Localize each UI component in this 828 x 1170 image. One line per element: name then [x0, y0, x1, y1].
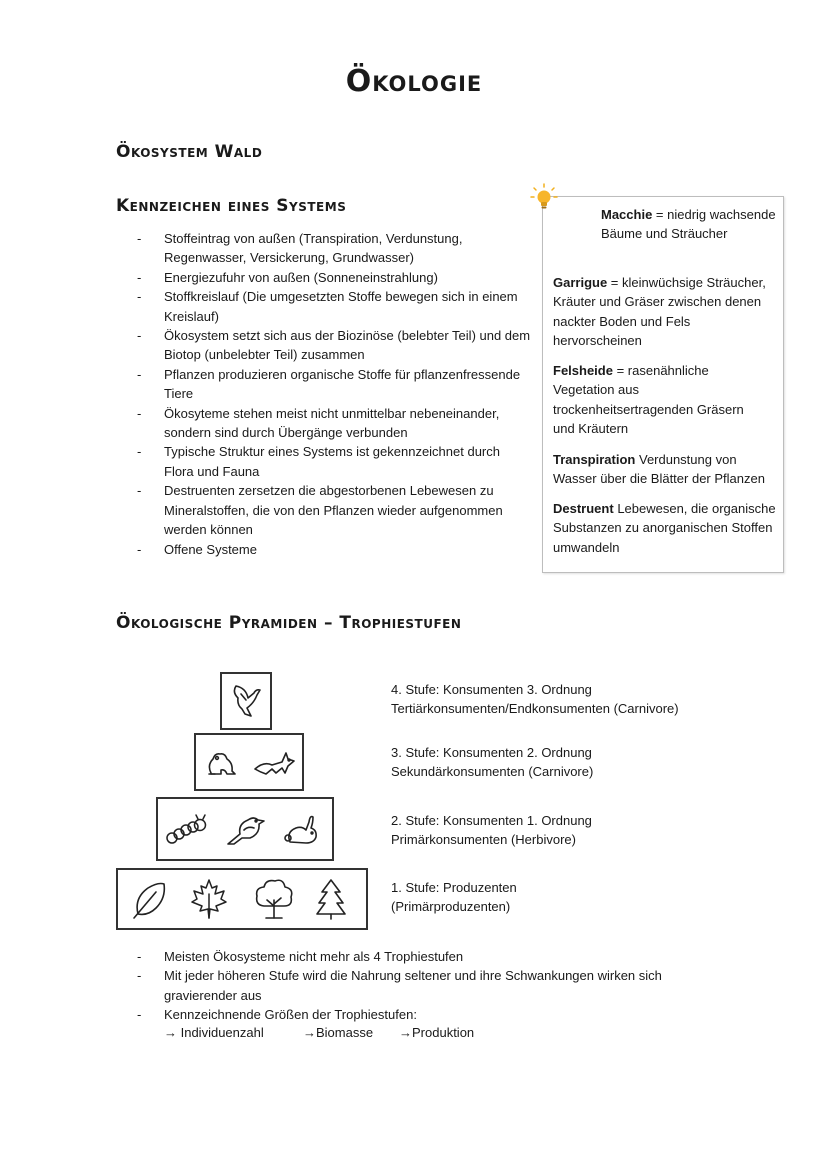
glossary-separator: = [607, 275, 623, 290]
heading-oekologische-pyramiden: Ökologische Pyramiden – Trophiestufen [116, 613, 462, 633]
kennzeichen-list [137, 229, 532, 559]
list-item: - Stoffkreislauf (Die umgesetzten Stoffe bewegen sich in einem Kreislauf) [137, 287, 532, 326]
list-item: - Pflanzen produzieren organische Stoffe für pflanzenfressende Tiere [137, 365, 532, 404]
stage-description: (Primärproduzenten) [391, 898, 511, 914]
stage-1-label [391, 879, 517, 916]
glossary-separator: = [612, 363, 628, 378]
glossary-entry-transpiration [553, 450, 781, 489]
size-produktion: →Produktion [399, 1025, 475, 1040]
glossary-entry-destruent [553, 499, 778, 557]
glossary-definition: Verdunstung von Wasser über die Blätter der Pflanzen [553, 452, 765, 487]
glossary-term: Felsheide [553, 363, 613, 378]
list-item: - Ökosyteme stehen meist nicht unmittelbar nebeneinander, sondern sind durch Übergänge verbunden [137, 404, 532, 443]
caterpillar-icon [164, 812, 210, 848]
list-item: - Stoffeintrag von außen (Transpiration, Verdunstung, Regenwasser, Versickerung, Grundwasser) [137, 229, 532, 268]
glossary-entry-macchie [601, 205, 781, 244]
frog-icon [203, 745, 239, 779]
list-item: - Mit jeder höheren Stufe wird die Nahrung seltener und ihre Schwankungen wirken sich gravierender aus [137, 966, 707, 1005]
glossary-separator: = [652, 207, 668, 222]
stage-description: Tertiärkonsumenten/Endkonsumenten (Carnivore) [391, 700, 679, 716]
list-item: - Ökosystem setzt sich aus der Biozinöse (belebter Teil) und dem Biotop (unbelebter Teil) zusammen [137, 326, 532, 365]
fir-tree-icon [312, 876, 350, 922]
stage-4-label [391, 681, 679, 718]
heading-kennzeichen: Kennzeichen eines Systems [116, 196, 347, 216]
list-item: - Meisten Ökosysteme nicht mehr als 4 Trophiestufen [137, 947, 707, 966]
leaf-icon [130, 878, 170, 922]
list-item: - Energiezufuhr von außen (Sonneneinstrahlung) [137, 268, 532, 287]
page-title: Ökologie [345, 64, 483, 99]
glossary-definition: kleinwüchsige Sträucher, Kräuter und Gräser zwischen denen nackter Boden und Fels hervorscheinen [553, 275, 766, 349]
bird-icon [224, 810, 268, 850]
list-item: - Typische Struktur eines Systems ist gekennzeichnet durch Flora und Fauna [137, 442, 532, 481]
maple-leaf-icon [186, 876, 232, 922]
glossary-term: Macchie [601, 207, 653, 222]
lightbulb-icon [528, 182, 560, 214]
eagle-icon [227, 678, 265, 722]
size-biomasse: →Biomasse [303, 1025, 374, 1040]
stage-title: 2. Stufe: Konsumenten 1. Ordnung [391, 813, 592, 828]
glossary-entry-felsheide [553, 361, 753, 439]
list-item: - Offene Systeme [137, 540, 532, 559]
rabbit-icon [282, 810, 322, 850]
list-item: - Kennzeichnende Größen der Trophiestufen: [137, 1005, 707, 1024]
glossary-definition: niedrig wachsende Bäume und Sträucher [601, 207, 776, 242]
tree-icon [252, 876, 296, 922]
stage-description: Sekundärkonsumenten (Carnivore) [391, 763, 594, 779]
stage-title: 1. Stufe: Produzenten [391, 880, 517, 895]
heading-oekosystem-wald: Ökosystem Wald [116, 142, 263, 162]
trophiestufen-list [137, 947, 707, 1025]
glossary-definition: rasenähnliche Vegetation aus trockenheitsertragenden Gräsern und Kräutern [553, 363, 744, 437]
list-item: - Destruenten zersetzen die abgestorbenen Lebewesen zu Mineralstoffen, die von den Pflanzen wieder aufgenommen werden können [137, 481, 532, 539]
glossary-term: Transpiration [553, 452, 636, 467]
stage-title: 3. Stufe: Konsumenten 2. Ordnung [391, 745, 592, 760]
glossary-term: Garrigue [553, 275, 608, 290]
glossary-definition: Lebewesen, die organische Substanzen zu anorganischen Stoffen umwandeln [553, 501, 776, 555]
stage-title: 4. Stufe: Konsumenten 3. Ordnung [391, 682, 592, 697]
stage-2-label [391, 812, 592, 849]
glossary-entry-garrigue [553, 273, 781, 351]
fox-icon [252, 745, 298, 779]
stage-3-label [391, 744, 593, 781]
glossary-box [542, 196, 784, 573]
stage-description: Primärkonsumenten (Herbivore) [391, 831, 576, 847]
size-individuenzahl: → Individuenzahl [164, 1025, 264, 1040]
glossary-term: Destruent [553, 501, 614, 516]
